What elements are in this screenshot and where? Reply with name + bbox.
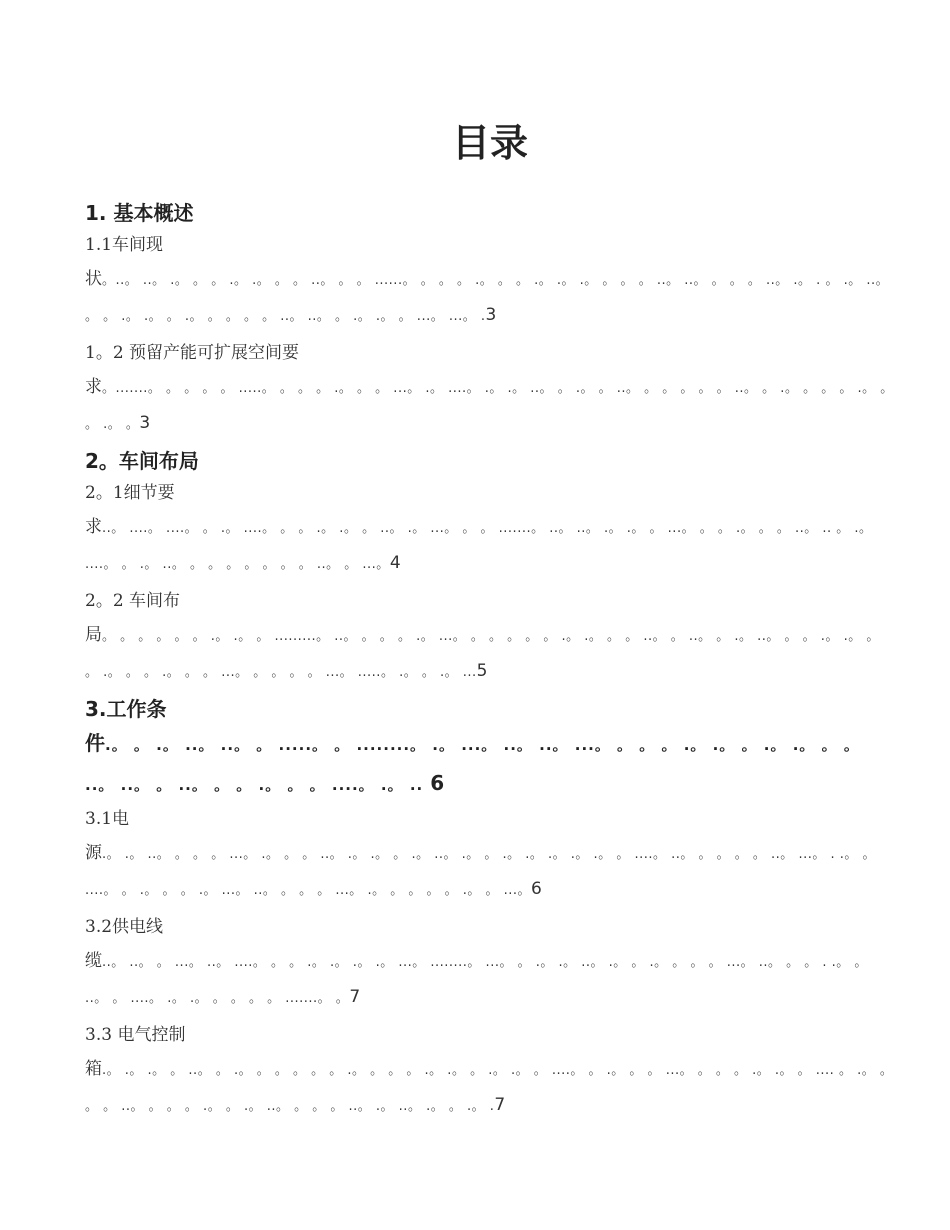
toc-page-number: 7 — [494, 1095, 506, 1115]
toc-heading-3-cont[interactable] — [85, 724, 895, 804]
toc-leader: ..。 ....。 ....。 。 .。 ....。 。 。 .。 .。 。 ..。 .。 ...。 。 。 .......。 ..。 ..。 .。 .。 。 ...。 。 。 .。 。 。 ..。 .. 。 .。 ....。 。 .。 ..。 。 。 。 。 。 。 。 ..。 。 ...。 — [85, 521, 873, 572]
toc-entry-label-cont: 求 — [85, 517, 102, 537]
toc-entry-3-1[interactable] — [85, 804, 895, 908]
toc-leader: .。 .。 .。 。 ..。 。 .。 。 。 。 。 。 .。 。 。 。 .。 .。 。 .。 .。 。 ....。 。 .。 。 。 ...。 。 。 。 .。 .。 。 .... 。 .。 。 。 。 ..。 。 。 。 .。 。 .。 ..。 。 。 。 ..。 .。 ..。 .。 。 .。 . — [85, 1063, 894, 1114]
toc-entry-label: 2。2 车间布 — [85, 591, 181, 611]
toc-entry-label-cont: 箱 — [85, 1059, 102, 1079]
toc-heading-3[interactable] — [85, 694, 895, 724]
toc-heading-label: 3.工作条 — [85, 697, 167, 721]
toc-page-number: 6 — [531, 879, 542, 899]
toc-leader: 。.......。 。 。 。 。 .....。 。 。 。 .。 。 。 ...。 .。 ....。 .。 .。 ..。 。 .。 。 ..。 。 。 。 。 。 ..。 。 .。 。 。 。 .。 。 。 .。 。 — [85, 381, 894, 432]
toc-entry-label-cont: 求 — [85, 377, 102, 397]
toc-entry-label-cont: 状 — [85, 269, 102, 289]
toc-page-number: 3 — [139, 413, 151, 433]
toc-entry-label: 1。2 预留产能可扩展空间要 — [85, 343, 300, 363]
toc-leader: ..。 ..。 。 ...。 ..。 ....。 。 。 .。 .。 .。 .。 ...。 ........。 ...。 。 .。 .。 ..。 .。 。 .。 。 。 。 ...。 ..。 。 。 . .。 。 ..。 。 ....。 .。 .。 。 。 。 。 .......。 。 — [85, 955, 868, 1006]
toc-entry-label: 3.1电 — [85, 809, 130, 829]
toc-entry-label: 1.1车间现 — [85, 235, 164, 255]
toc-entry-label-cont: 源 — [85, 843, 102, 863]
toc-heading-label-cont: 件 — [85, 731, 105, 755]
toc-entry-2-2[interactable] — [85, 586, 895, 690]
page-title: 目录 — [451, 120, 528, 165]
toc-page-number: 4 — [389, 553, 401, 573]
toc-entry-label-cont: 局 — [85, 625, 102, 645]
toc-page-number: 7 — [349, 987, 361, 1007]
toc-entry-label-cont: 缆 — [85, 951, 102, 971]
toc-entry-label: 3.3 电气控制 — [85, 1025, 186, 1045]
toc-leader: .。 。 .。 ..。 ..。 。 .....。 。 ........。 .。 ...。 ..。 ..。 ...。 。 。 。 .。 .。 。 .。 .。 。 。 ..。 ..。 。 ..。 。 。 .。 。 。 ....。 .。 .. — [85, 736, 860, 794]
toc-entry-label: 2。1细节要 — [85, 483, 175, 503]
toc-entry-3-2[interactable] — [85, 912, 895, 1016]
toc-heading-2[interactable]: 2。车间布局 — [85, 449, 199, 473]
toc-page-number: 3 — [485, 305, 497, 325]
toc-heading-1[interactable]: 1. 基本概述 — [85, 201, 194, 225]
toc-page-number: 5 — [476, 661, 488, 681]
toc-leader: 。..。 ..。 .。 。 。 .。 .。 。 。 ..。 。 。 ......。 。 。 。 .。 。 。 .。 .。 .。 。 。 。 ..。 ..。 。 。 。 ..。 .。 . 。 .。 ..。 。 。 .。 .。 。 .。 。 。 。 。 ..。 ..。 。 .。 .。 。 ...。 ...。 . — [85, 273, 890, 324]
toc-entry-1-1[interactable] — [85, 230, 895, 334]
toc-entry-3-3[interactable] — [85, 1020, 895, 1124]
toc-entry-2-1[interactable] — [85, 478, 895, 582]
toc-leader: 。 。 。 。 。 。 .。 .。 。 .........。 ..。 。 。 。 .。 ...。 。 。 。 。 。 .。 .。 。 。 ..。 。 ..。 。 .。 ..。 。 。 .。 .。 。 。 .。 。 。 .。 。 。 ...。 。 。 。 。 ...。 .....。 .。 。 .。 ... — [85, 629, 880, 680]
toc-leader: .。 .。 ..。 。 。 。 ...。 .。 。 。 ..。 .。 .。 。 .。 ..。 .。 。 .。 .。 .。 .。 .。 。 ....。 ..。 。 。 。 。 ..。 ...。 . .。 。 ....。 。 .。 。 。 .。 ...。 ..。 。 。 。 ...。 .。 。 。 。 。 .。 。 ...。 — [85, 847, 876, 898]
toc-entry-label: 3.2供电线 — [85, 917, 164, 937]
toc-entry-1-2[interactable] — [85, 338, 895, 442]
toc-page-number: 6 — [430, 771, 445, 795]
table-of-contents — [85, 198, 895, 1128]
